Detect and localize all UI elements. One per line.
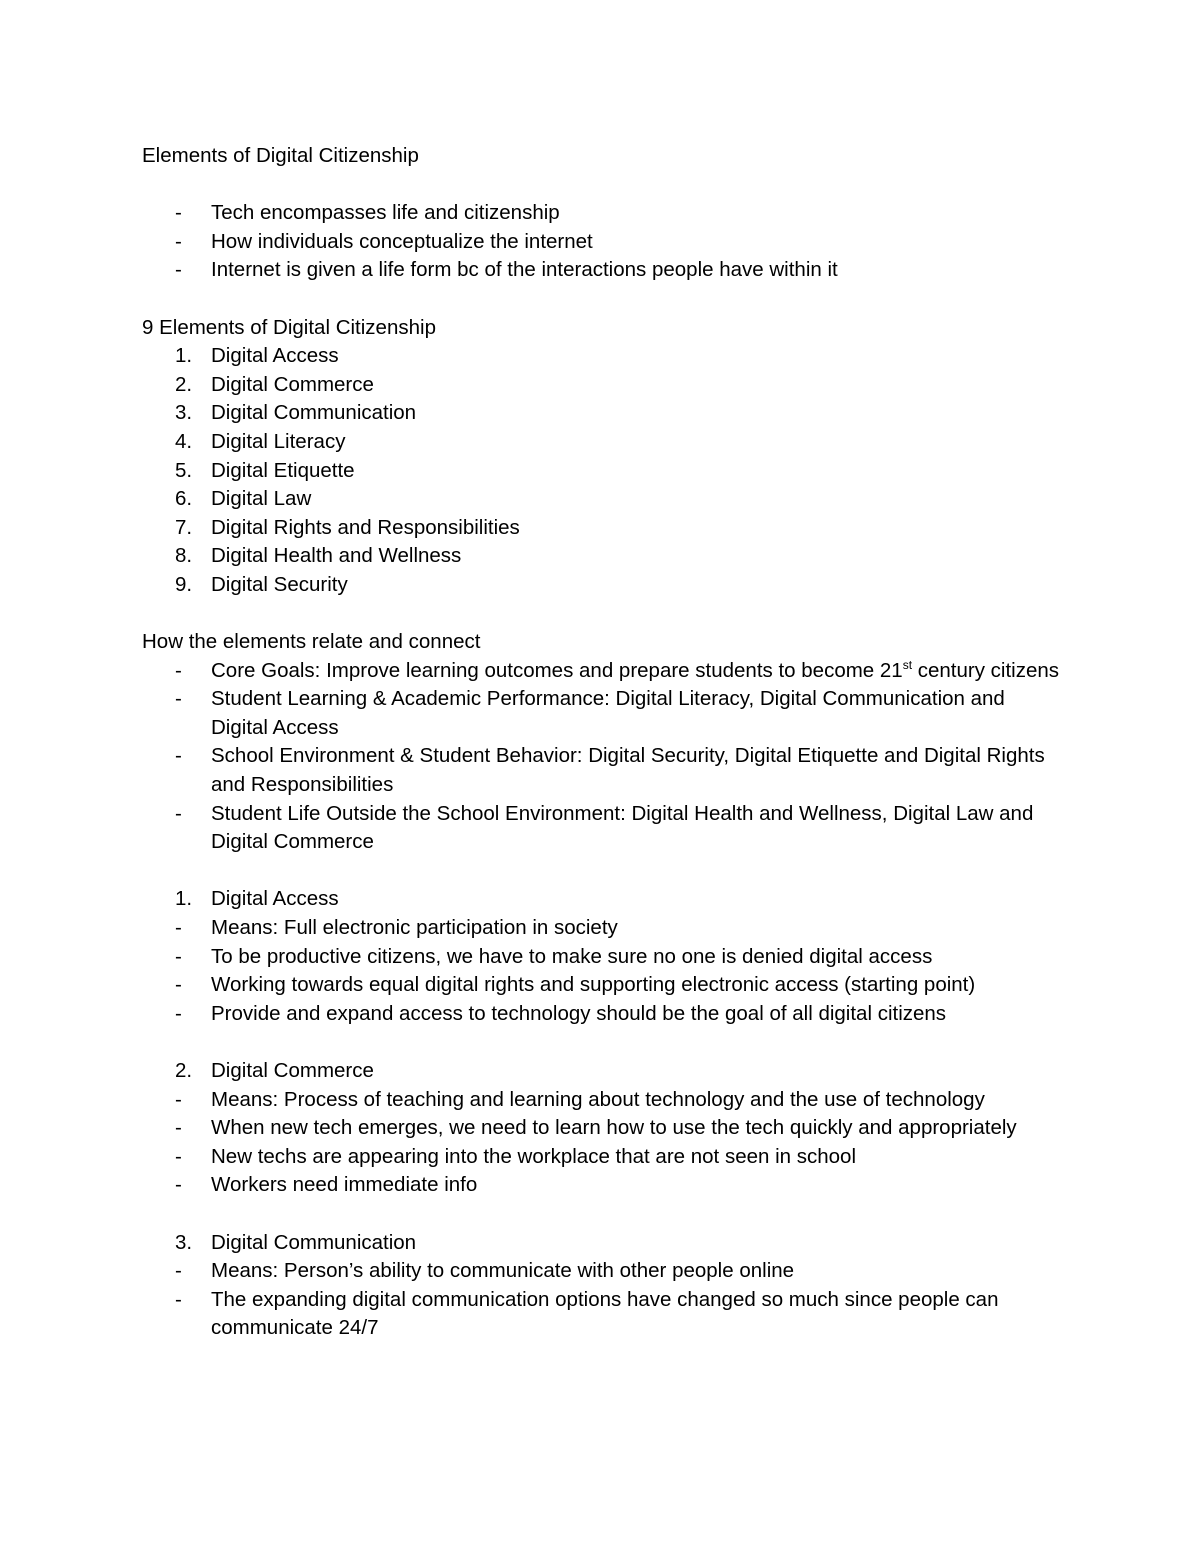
section-title: Digital Access	[211, 887, 339, 911]
bullet-text: Internet is given a life form bc of the interactions people have within it	[211, 258, 838, 282]
number-marker: 6.	[175, 487, 193, 511]
bullet-text: When new tech emerges, we need to learn how to use the tech quickly and appropriately	[211, 1116, 1017, 1140]
dash-marker: -	[175, 1144, 182, 1168]
list-item-text: Digital Commerce	[211, 372, 374, 396]
list-item-text: Digital Communication	[211, 401, 417, 425]
dash-marker: -	[175, 944, 182, 968]
number-marker: 2.	[175, 1059, 193, 1082]
bullet-text: New techs are appearing into the workplace that are not seen in school	[211, 1144, 856, 1168]
list-item	[142, 571, 1062, 600]
section-heading	[142, 885, 1062, 914]
list-item	[142, 914, 1062, 943]
dash-marker: -	[175, 201, 182, 225]
heading-nine-elements: 9 Elements of Digital Citizenship	[142, 315, 436, 339]
number-marker: 3.	[175, 401, 193, 425]
bullet-text: How individuals conceptualize the internet	[211, 229, 593, 253]
section-heading	[142, 1229, 1062, 1258]
list-item	[142, 199, 1062, 228]
blank-line	[142, 285, 1062, 314]
list-item	[142, 256, 1062, 285]
dash-marker: -	[175, 1287, 182, 1311]
dash-marker: -	[175, 801, 182, 825]
list-item	[142, 1114, 1062, 1143]
list-item	[142, 1257, 1062, 1286]
heading-relate: How the elements relate and connect	[142, 630, 481, 654]
bullet-text	[211, 657, 1062, 686]
number-marker: 1.	[175, 887, 193, 911]
number-marker: 3.	[175, 1230, 193, 1254]
dash-marker: -	[175, 229, 182, 253]
list-item	[142, 371, 1062, 400]
dash-marker: -	[175, 1173, 182, 1197]
dash-marker: -	[175, 658, 182, 682]
blank-line	[142, 857, 1062, 886]
bullet-text: Workers need immediate info	[211, 1173, 478, 1197]
bullet-text: Tech encompasses life and citizenship	[211, 201, 560, 225]
section-title: Digital Commerce	[211, 1059, 374, 1082]
list-item-text: Digital Literacy	[211, 429, 346, 453]
dash-marker: -	[175, 973, 182, 997]
list-item	[142, 685, 1062, 742]
section-heading	[142, 1057, 1062, 1086]
list-item-text: Digital Health and Wellness	[211, 544, 462, 568]
list-item	[142, 542, 1062, 571]
list-item	[142, 457, 1062, 486]
list-item-text: Digital Security	[211, 572, 348, 596]
heading-elements: Elements of Digital Citizenship	[142, 144, 419, 167]
number-marker: 5.	[175, 458, 193, 482]
list-item	[142, 228, 1062, 257]
list-item	[142, 800, 1062, 857]
blank-line	[142, 1028, 1062, 1057]
bullet-text: Provide and expand access to technology should be the goal of all digital citizens	[211, 1001, 947, 1025]
list-item-text: Digital Rights and Responsibilities	[211, 515, 520, 539]
number-marker: 1.	[175, 344, 193, 368]
dash-marker: -	[175, 258, 182, 282]
list-item	[142, 1000, 1062, 1029]
dash-marker: -	[175, 1116, 182, 1140]
list-item	[142, 399, 1062, 428]
dash-marker: -	[175, 1259, 182, 1283]
bullet-text: The expanding digital communication options have changed so much since people can communicate 24/7	[211, 1287, 999, 1340]
list-item	[142, 514, 1062, 543]
blank-line	[142, 1200, 1062, 1229]
list-item	[142, 1286, 1062, 1343]
dash-marker: -	[175, 744, 182, 768]
list-item	[142, 1143, 1062, 1172]
dash-marker: -	[175, 1087, 182, 1111]
list-item	[142, 428, 1062, 457]
bullet-text: Student Life Outside the School Environment: Digital Health and Wellness, Digital Law and Digital Commerce	[211, 801, 1034, 854]
dash-marker: -	[175, 687, 182, 711]
blank-line	[142, 171, 1062, 200]
bullet-text: To be productive citizens, we have to make sure no one is denied digital access	[211, 944, 933, 968]
list-item	[142, 657, 1062, 686]
list-item	[142, 742, 1062, 799]
bullet-text: Means: Full electronic participation in society	[211, 916, 618, 940]
dash-marker: -	[175, 1001, 182, 1025]
list-item-text: Digital Access	[211, 344, 339, 368]
list-item	[142, 943, 1062, 972]
list-item-text: Digital Etiquette	[211, 458, 355, 482]
bullet-text: Working towards equal digital rights and supporting electronic access (starting point)	[211, 973, 976, 997]
number-marker: 9.	[175, 572, 193, 596]
number-marker: 2.	[175, 372, 193, 396]
bullet-text: Means: Person’s ability to communicate with other people online	[211, 1259, 795, 1283]
bullet-text: School Environment & Student Behavior: Digital Security, Digital Etiquette and Digital Rights and Responsibilities	[211, 744, 1045, 797]
list-item-text: Digital Law	[211, 487, 312, 511]
section-title: Digital Communication	[211, 1230, 417, 1254]
core-goals-text-end: century citizens	[912, 658, 1060, 682]
dash-marker: -	[175, 916, 182, 940]
list-item	[142, 342, 1062, 371]
blank-line	[142, 600, 1062, 629]
list-item	[142, 1086, 1062, 1115]
list-item	[142, 485, 1062, 514]
number-marker: 7.	[175, 515, 193, 539]
number-marker: 4.	[175, 429, 193, 453]
bullet-text: Student Learning & Academic Performance: Digital Literacy, Digital Communication and Digital Access	[211, 687, 1005, 739]
number-marker: 8.	[175, 544, 193, 568]
core-goals-text: Core Goals: Improve learning outcomes and prepare students to become 21	[211, 658, 903, 682]
list-item	[142, 1171, 1062, 1200]
document-body	[142, 142, 1062, 1343]
ordinal-superscript: st	[902, 657, 913, 672]
list-item	[142, 971, 1062, 1000]
bullet-text: Means: Process of teaching and learning about technology and the use of technology	[211, 1087, 985, 1111]
